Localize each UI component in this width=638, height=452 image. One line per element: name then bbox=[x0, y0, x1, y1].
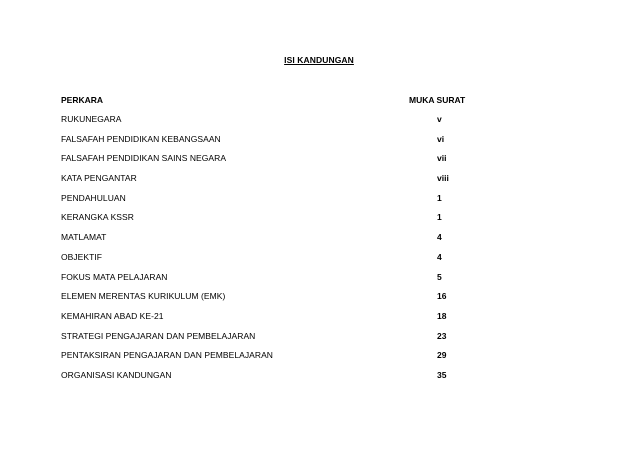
toc-entry-page: 35 bbox=[437, 369, 447, 380]
toc-entry-page: 29 bbox=[437, 350, 447, 361]
toc-row bbox=[61, 114, 481, 134]
toc-entry-page: 4 bbox=[437, 232, 442, 243]
toc-header-row bbox=[61, 95, 481, 109]
toc-entry-page: 1 bbox=[437, 192, 442, 203]
toc-row bbox=[61, 173, 481, 193]
toc-entry-label: FALSAFAH PENDIDIKAN SAINS NEGARA bbox=[61, 153, 227, 164]
toc-entry-page: vi bbox=[437, 133, 445, 144]
toc-row bbox=[61, 331, 481, 351]
header-perkara: PERKARA bbox=[61, 95, 104, 105]
table-of-contents bbox=[61, 114, 481, 390]
toc-row bbox=[61, 311, 481, 331]
toc-entry-page: 23 bbox=[437, 330, 447, 341]
toc-entry-page: 5 bbox=[437, 271, 442, 282]
toc-entry-label: FALSAFAH PENDIDIKAN KEBANGSAAN bbox=[61, 133, 221, 144]
toc-row bbox=[61, 212, 481, 232]
toc-row bbox=[61, 134, 481, 154]
toc-row bbox=[61, 370, 481, 390]
toc-entry-label: PENTAKSIRAN PENGAJARAN DAN PEMBELAJARAN bbox=[61, 350, 273, 361]
toc-row bbox=[61, 291, 481, 311]
toc-entry-page: 16 bbox=[437, 291, 447, 302]
toc-entry-label: ELEMEN MERENTAS KURIKULUM (EMK) bbox=[61, 291, 226, 302]
toc-entry-label: KATA PENGANTAR bbox=[61, 173, 137, 184]
toc-entry-label: PENDAHULUAN bbox=[61, 192, 126, 203]
toc-row bbox=[61, 193, 481, 213]
toc-entry-page: vii bbox=[437, 153, 447, 164]
toc-row bbox=[61, 272, 481, 292]
page-title: ISI KANDUNGAN bbox=[284, 55, 354, 65]
toc-entry-label: FOKUS MATA PELAJARAN bbox=[61, 271, 168, 282]
toc-entry-label: KEMAHIRAN ABAD KE-21 bbox=[61, 310, 164, 321]
toc-row bbox=[61, 350, 481, 370]
toc-entry-label: OBJEKTIF bbox=[61, 251, 103, 262]
toc-entry-label: ORGANISASI KANDUNGAN bbox=[61, 369, 172, 380]
header-muka-surat: MUKA SURAT bbox=[409, 95, 466, 105]
toc-entry-label: STRATEGI PENGAJARAN DAN PEMBELAJARAN bbox=[61, 330, 256, 341]
toc-row bbox=[61, 232, 481, 252]
toc-entry-page: v bbox=[437, 114, 442, 124]
toc-row bbox=[61, 252, 481, 272]
toc-entry-label: MATLAMAT bbox=[61, 232, 107, 243]
toc-entry-page: 1 bbox=[437, 212, 442, 223]
toc-entry-label: KERANGKA KSSR bbox=[61, 212, 134, 223]
toc-row bbox=[61, 153, 481, 173]
toc-entry-page: 18 bbox=[437, 310, 447, 321]
toc-entry-page: viii bbox=[437, 173, 449, 184]
toc-entry-label: RUKUNEGARA bbox=[61, 114, 122, 124]
toc-entry-page: 4 bbox=[437, 251, 442, 262]
